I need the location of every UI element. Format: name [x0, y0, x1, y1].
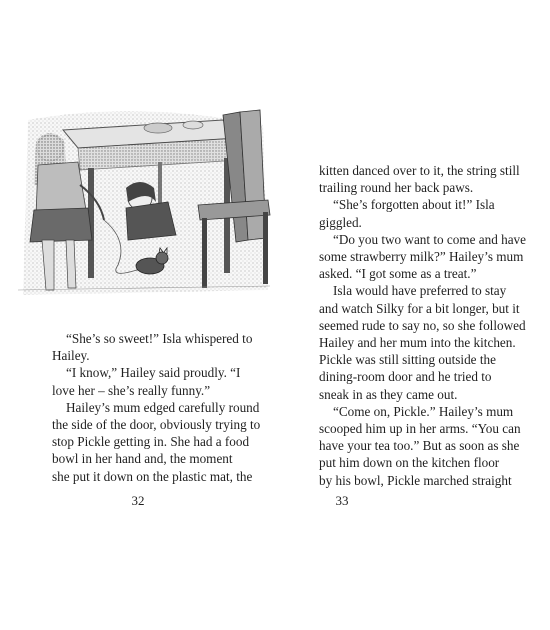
paragraph: Isla would have preferred to stay — [333, 283, 507, 299]
paragraph-line: stop Pickle getting in. She had a food — [52, 434, 250, 450]
paragraph-line: asked. “I got some as a treat.” — [319, 266, 477, 282]
paragraph-line: Pickle was still sitting outside the — [319, 352, 496, 368]
page-number-right: 33 — [335, 493, 349, 508]
illustration — [8, 90, 273, 300]
right-page-text — [319, 162, 541, 489]
paragraph-line: trailing round her back paws. — [319, 180, 474, 196]
right-page — [275, 0, 550, 630]
paragraph-line: sneak in as they came out. — [319, 386, 458, 402]
paragraph-line: giggled. — [319, 214, 362, 230]
paragraph: “She’s forgotten about it!” Isla — [333, 197, 495, 213]
paragraph: “Do you two want to come and have — [333, 231, 526, 247]
paragraph-line: she put it down on the plastic mat, the — [52, 468, 253, 484]
paragraph-line: kitten danced over to it, the string still — [319, 163, 520, 178]
paragraph-line: Hailey. — [52, 348, 90, 364]
paragraph: “She’s so sweet!” Isla whispered to — [66, 331, 253, 346]
page-number-left: 32 — [131, 493, 145, 508]
paragraph-line: Hailey and her mum into the kitchen. — [319, 335, 516, 351]
paragraph-line: seemed rude to say no, so she followed — [319, 317, 526, 333]
paragraph-line: the side of the door, obviously trying to — [52, 417, 261, 433]
paragraph-line: dining-room door and he tried to — [319, 369, 492, 385]
paragraph-line: love her – she’s really funny.” — [52, 382, 211, 398]
paragraph-line: and watch Silky for a bit longer, but it — [319, 300, 520, 316]
paragraph-line: by his bowl, Pickle marched straight — [319, 472, 512, 488]
paragraph: “I know,” Hailey said proudly. “I — [66, 365, 241, 381]
paragraph-line: have your tea too.” But as soon as she — [319, 438, 520, 454]
paragraph: “Come on, Pickle.” Hailey’s mum — [333, 403, 514, 419]
left-page-text — [52, 330, 266, 485]
paragraph: Hailey’s mum edged carefully round — [66, 399, 260, 415]
paragraph-line: scooped him up in her arms. “You can — [319, 421, 521, 437]
paragraph-line: some strawberry milk?” Hailey’s mum — [319, 249, 524, 265]
paragraph-line: put him down on the kitchen floor — [319, 455, 500, 471]
paragraph-line: bowl in her hand and, the moment — [52, 451, 233, 467]
